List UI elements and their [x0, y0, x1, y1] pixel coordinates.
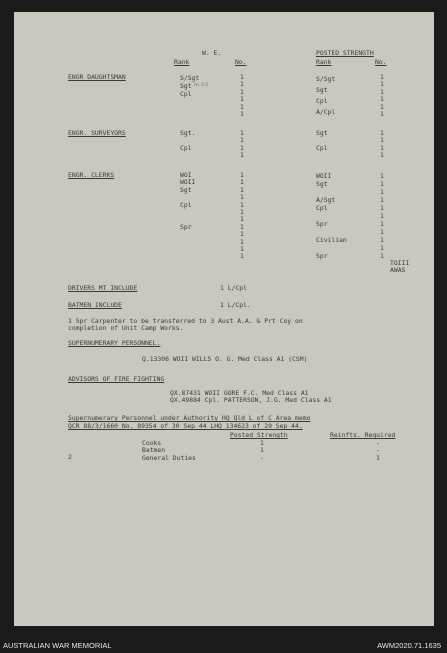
reinfts-col-header: Reinfts. Required: [330, 431, 396, 439]
surveyors-posted-ranks: Sgt Cpl: [316, 129, 328, 152]
document-page: [14, 12, 434, 626]
authority-reinf-values: - - 1: [376, 439, 380, 462]
supernumerary-title: SUPERNUMERARY PERSONNEL.: [68, 339, 161, 347]
we-header: W. E.: [202, 49, 222, 57]
batmen-value: 1 L/Cpl.: [220, 301, 251, 309]
authority-line-2: QCR 88/3/1660 No. 89354 of 30 Sep 44 LHQ 134623 of 29 Sep 44.: [68, 422, 303, 430]
bleed-through-text: · · · · · · · · · · · · · · · · · ·: [174, 18, 318, 25]
handwritten-note: to 1/1: [194, 82, 209, 88]
advisors-title: ADVISORS OF FIRE FIGHTING: [68, 375, 165, 383]
posted-no-header: No.: [375, 58, 387, 66]
draughtsman-posted-ranks: S/Sgt Sgt Cpl A/Cpl: [316, 75, 336, 116]
clerks-title: ENGR. CLERKS: [68, 171, 115, 179]
draughtsman-we-nos: 1 1 1 1 1 1: [240, 73, 244, 119]
we-rank-header: Rank: [174, 58, 190, 66]
posted-rank-header: Rank: [316, 58, 332, 66]
clerks-posted-note: TOIII AWAS: [390, 259, 410, 275]
advisors-lines: QX.87431 WOII GORE F.C. Med Class A1 QX.49884 Cpl. PATTERSON, J.G. Med Class A1: [170, 389, 332, 405]
posted-strength-header: POSTED STRENGTH: [316, 49, 374, 57]
posted-strength-col-header: Posted Strength: [230, 431, 288, 439]
draughtsman-posted-nos: 1 1 1 1 1 1: [380, 73, 384, 119]
clerks-we-ranks: WOI WOII Sgt Cpl Spr: [180, 171, 196, 231]
draughtsman-we-ranks: S/Sgt Sgt Cpl: [180, 74, 200, 98]
authority-row-labels: Cooks Batmen General Duties: [142, 439, 196, 462]
clerks-posted-nos: 1 1 1 1 1 1 1 1 1 1 1: [380, 172, 384, 260]
batmen-label: BATMEN INCLUDE: [68, 301, 122, 309]
surveyors-posted-nos: 1 1 1 1: [380, 129, 384, 160]
footer-source: AUSTRALIAN WAR MEMORIAL: [3, 641, 112, 650]
footer-reference: AWM2020.71.1635: [377, 641, 441, 650]
surveyors-title: ENGR. SURVEYORS: [68, 129, 126, 137]
authority-posted-values: 1 1 -: [260, 439, 264, 462]
transfer-note: 1 Spr Carpenter to be transferred to 3 Aust A.A. & Prt Coy on completion of Unit Camp Works.: [68, 317, 303, 333]
surveyors-we-nos: 1 1 1 1: [240, 129, 244, 160]
draughtsman-title: ENGR DAUGHTSMAN: [68, 73, 126, 81]
authority-line-1: Supernumerary Personnel under Authority HQ Qld L of C Area memo: [68, 414, 311, 422]
surveyors-we-ranks: Sgt. Cpl: [180, 129, 196, 152]
drivers-value: 1 L/Cpl: [220, 284, 247, 292]
clerks-posted-ranks: WOII Sgt A/Sgt Cpl Spr Civilian Spr: [316, 172, 347, 260]
clerks-we-nos: 1 1 1 1 1 1 1 1 1 1 1 1: [240, 171, 244, 261]
authority-left-number: 2: [68, 453, 72, 461]
we-no-header: No.: [235, 58, 247, 66]
drivers-label: DRIVERS MT INCLUDE: [68, 284, 138, 292]
supernumerary-line: Q.13306 WOII WILLS O. G. Med Class A1 (CSM): [142, 355, 308, 363]
